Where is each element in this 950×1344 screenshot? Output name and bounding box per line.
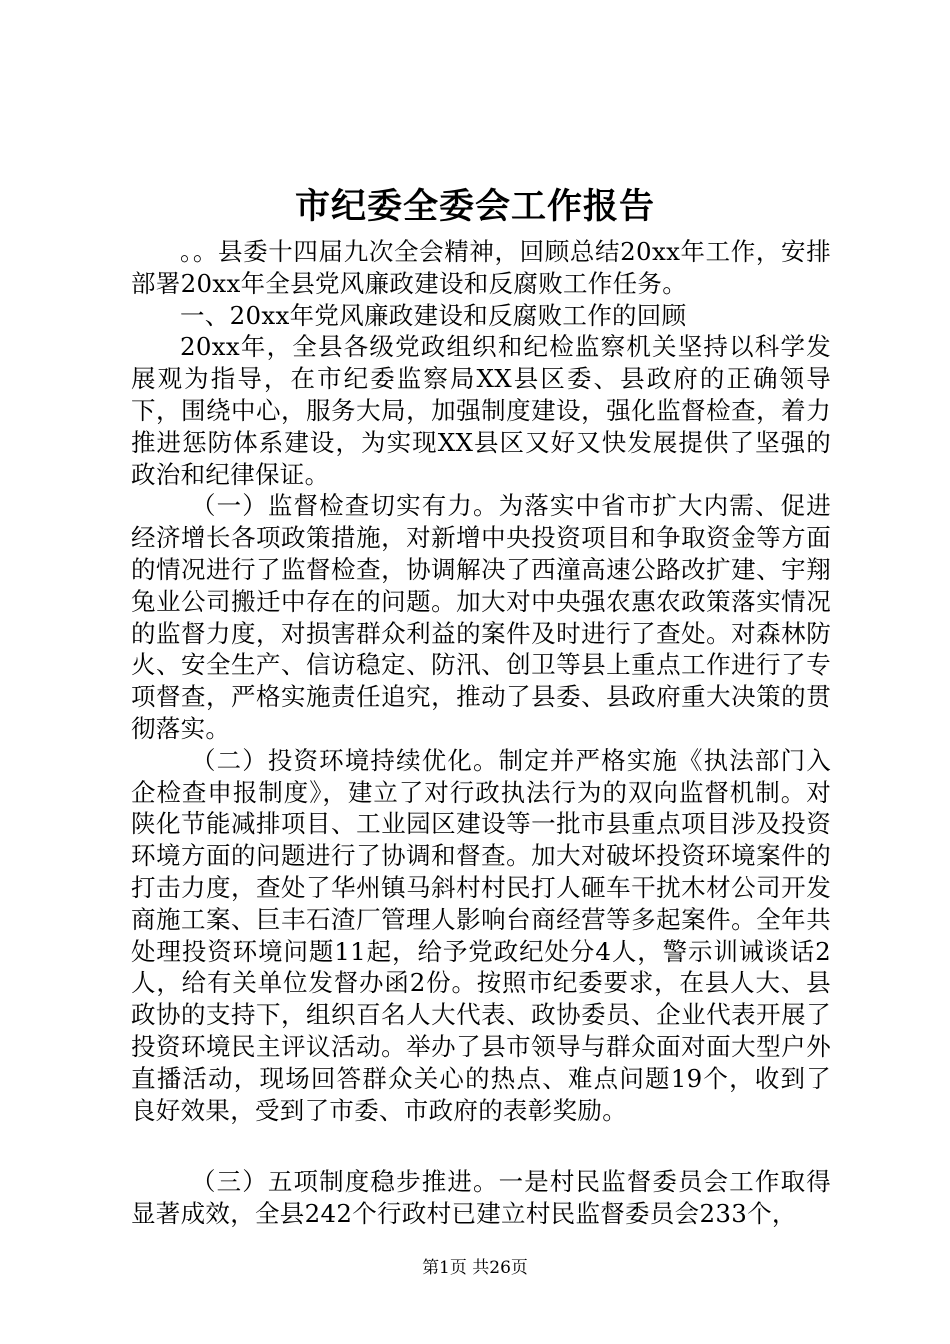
- intro-paragraph: 。。县委十四届九次全会精神，回顾总结20xx年工作，安排部署20xx年全县党风廉政建设和反腐败工作任务。: [131, 237, 831, 298]
- subsection-supervision-paragraph: （一）监督检查切实有力。为落实中省市扩大内需、促进经济增长各项政策措施，对新增中央投资项目和争取资金等方面的情况进行了监督检查，协调解决了西潼高速公路改扩建、宇翔兔业公司搬迁中存在的问题。加大对中央强农惠农政策落实情况的监督力度，对损害群众利益的案件及时进行了查处。对森林防火、安全生产、信访稳定、防汛、创卫等县上重点工作进行了专项督查，严格实施责任追究，推动了县委、县政府重大决策的贯彻落实。: [131, 491, 831, 743]
- subsection-five-systems-paragraph: （三）五项制度稳步推进。一是村民监督委员会工作取得显著成效，全县242个行政村已建立村民监督委员会233个，: [131, 1167, 831, 1229]
- subsection-investment-paragraph: （二）投资环境持续优化。制定并严格实施《执法部门入企检查申报制度》，建立了对行政执法行为的双向监督机制。对陕化节能减排项目、工业园区建设等一批市县重点项目涉及投资环境方面的问题进行了协调和督查。加大对破坏投资环境案件的打击力度，查处了华州镇马斜村村民打人砸车干扰木材公司开发商施工案、巨丰石渣厂管理人影响台商经营等多起案件。全年共处理投资环境问题11起，给予党政纪处分4人，警示训诫谈话2人，给有关单位发督办函2份。按照市纪委要求，在县人大、县政协的支持下，组织百名人大代表、政协委员、企业代表开展了投资环境民主评议活动。举办了县市领导与群众面对面大型户外直播活动，现场回答群众关心的热点、难点问题19个，收到了良好效果，受到了市委、市政府的表彰奖励。: [131, 745, 831, 1125]
- page-title: 市纪委全委会工作报告: [294, 186, 655, 227]
- document-body: [131, 236, 831, 1230]
- summary-paragraph: 20xx年，全县各级党政组织和纪检监察机关坚持以科学发展观为指导，在市纪委监察局XX县区委、县政府的正确领导下，围绕中心，服务大局，加强制度建设，强化监督检查，着力推进惩防体系建设，为实现XX县区又好又快发展提供了坚强的政治和纪律保证。: [131, 332, 831, 489]
- page-number-footer: 第1页 共26页: [422, 1258, 528, 1278]
- section-heading-review: 一、20xx年党风廉政建设和反腐败工作的回顾: [180, 300, 687, 330]
